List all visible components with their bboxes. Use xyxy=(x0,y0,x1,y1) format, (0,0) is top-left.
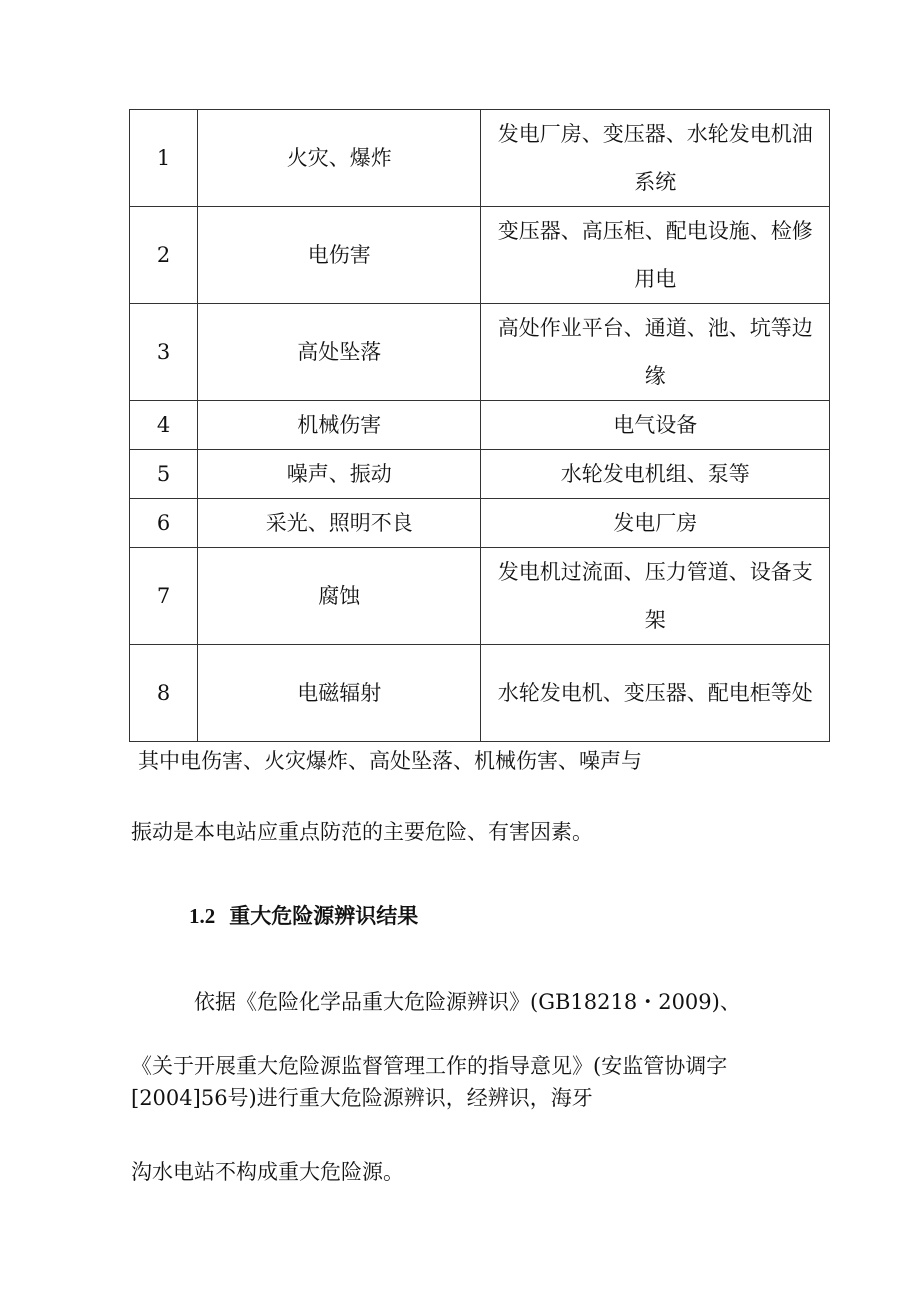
body-line-2: 《关于开展重大危险源监督管理工作的指导意见》(安监管协调字 xyxy=(131,1054,728,1078)
body-line-1: 依据《危险化学品重大危险源辨识》(GB18218・2009)、 xyxy=(194,990,741,1014)
hazard-location: 电气设备 xyxy=(481,401,830,450)
row-number: 2 xyxy=(130,207,198,304)
hazard-type: 腐蚀 xyxy=(198,548,481,645)
body-line-4: 沟水电站不构成重大危险源。 xyxy=(131,1160,404,1184)
hazard-location: 变压器、高压柜、配电设施、检修用电 xyxy=(481,207,830,304)
table-row xyxy=(130,499,830,548)
row-number: 7 xyxy=(130,548,198,645)
hazard-table xyxy=(129,109,830,742)
table-row xyxy=(130,450,830,499)
body-line-3: [2004]56号)进行重大危险源辨识，经辨识，海牙 xyxy=(131,1086,593,1110)
hazard-type: 噪声、振动 xyxy=(198,450,481,499)
table-row xyxy=(130,207,830,304)
hazard-location: 发电厂房、变压器、水轮发电机油系统 xyxy=(481,110,830,207)
hazard-location: 发电机过流面、压力管道、设备支架 xyxy=(481,548,830,645)
hazard-location: 水轮发电机、变压器、配电柜等处 xyxy=(481,645,830,742)
hazard-location: 高处作业平台、通道、池、坑等边缘 xyxy=(481,304,830,401)
hazard-type: 机械伤害 xyxy=(198,401,481,450)
hazard-type: 高处坠落 xyxy=(198,304,481,401)
hazard-type: 采光、照明不良 xyxy=(198,499,481,548)
hazard-type: 电伤害 xyxy=(198,207,481,304)
table-row xyxy=(130,110,830,207)
row-number: 3 xyxy=(130,304,198,401)
table-row xyxy=(130,645,830,742)
row-number: 8 xyxy=(130,645,198,742)
hazard-type: 电磁辐射 xyxy=(198,645,481,742)
summary-line-2: 振动是本电站应重点防范的主要危险、有害因素。 xyxy=(131,820,593,844)
row-number: 6 xyxy=(130,499,198,548)
row-number: 5 xyxy=(130,450,198,499)
hazard-location: 发电厂房 xyxy=(481,499,830,548)
hazard-location: 水轮发电机组、泵等 xyxy=(481,450,830,499)
table-row xyxy=(130,548,830,645)
section-title: 重大危险源辨识结果 xyxy=(229,903,419,928)
summary-line-1: 其中电伤害、火灾爆炸、高处坠落、机械伤害、噪声与 xyxy=(138,749,642,773)
table-row xyxy=(130,401,830,450)
row-number: 4 xyxy=(130,401,198,450)
section-heading xyxy=(189,899,418,933)
hazard-type: 火灾、爆炸 xyxy=(198,110,481,207)
row-number: 1 xyxy=(130,110,198,207)
table-row xyxy=(130,304,830,401)
section-number: 1.2 xyxy=(189,904,216,928)
